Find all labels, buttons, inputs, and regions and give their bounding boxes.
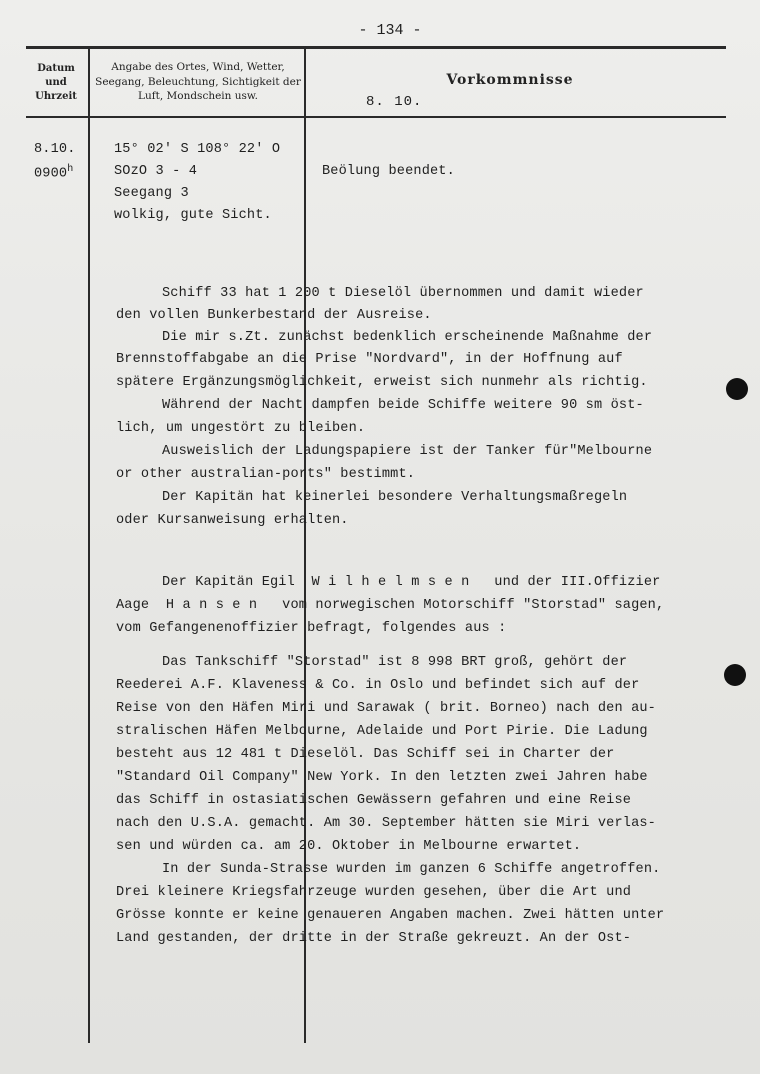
body-line: In der Sunda-Strasse wurden im ganzen 6 Schiffe angetroffen. [162,862,661,877]
body-line: Drei kleinere Kriegsfahrzeuge wurden gesehen, über die Art und [116,885,632,900]
entry-time-value: 0900 [34,166,68,182]
body-line: Aage H a n s e n vom norwegischen Motorschiff "Storstad" sagen, [116,598,665,613]
body-line: "Standard Oil Company" New York. In den letzten zwei Jahren habe [116,770,648,785]
body-line: Schiff 33 hat 1 200 t Dieselöl übernommen und damit wieder [162,286,644,301]
entry-wind: SOzO 3 - 4 [114,164,198,179]
header-events: Vorkommnisse [446,72,574,88]
body-line: nach den U.S.A. gemacht. Am 30. September hätten sie Miri verlas- [116,816,656,831]
body-line: or other australian-ports" bestimmt. [116,467,416,482]
body-line: Die mir s.Zt. zunächst bedenklich erscheinende Maßnahme der [162,330,653,345]
body-line: sen und würden ca. am 20. Oktober in Melbourne erwartet. [116,839,582,854]
body-line: spätere Ergänzungsmöglichkeit, erweist sich nunmehr als richtig. [116,375,648,390]
entry-time [34,164,73,182]
body-line: lich, um ungestört zu bleiben. [116,421,366,436]
body-line: Ausweislich der Ladungspapiere ist der Tanker für"Melbourne [162,444,653,459]
entry-position: 15° 02' S 108° 22' O [114,142,281,157]
body-line: vom Gefangenenoffizier befragt, folgendes aus : [116,621,507,636]
entry-time-suffix: h [67,164,74,175]
body-line: Reise von den Häfen Miri und Sarawak ( brit. Borneo) nach den au- [116,701,656,716]
body-line: oder Kursanweisung erhalten. [116,513,349,528]
body-line: Der Kapitän Egil W i l h e l m s e n und der III.Offizier [162,575,661,590]
body-line: Reederei A.F. Klaveness & Co. in Oslo und befindet sich auf der [116,678,640,693]
body-line: den vollen Bunkerbestand der Ausreise. [116,308,432,323]
header-location-weather: Angabe des Ortes, Wind, Wetter, Seegang, Beleuchtung, Sichtigkeit der Luft, Mondschein usw. [95,61,301,102]
body-line: Das Tankschiff "Storstad" ist 8 998 BRT groß, gehört der [162,655,628,670]
body-line: Grösse konnte er keine genaueren Angaben machen. Zwei hätten unter [116,908,665,923]
header-date-time: Datum und Uhrzeit [35,63,77,102]
body-line: das Schiff in ostasiatischen Gewässern gefahren und eine Reise [116,793,632,808]
punch-hole [724,664,746,686]
header-date: 8. 10. [366,94,423,110]
body-line: Land gestanden, der dritte in der Straße gekreuzt. An der Ost- [116,931,632,946]
column-divider-1 [88,48,90,1043]
entry-sea-state: Seegang 3 [114,186,189,201]
body-line: Brennstoffabgabe an die Prise "Nordvard", in der Hoffnung auf [116,352,623,367]
body-line: besteht aus 12 481 t Dieselöl. Das Schiff sei in Charter der [116,747,615,762]
page-number: - 134 - [358,22,422,39]
header-top-rule [26,46,726,49]
entry-weather: wolkig, gute Sicht. [114,208,272,223]
punch-hole [726,378,748,400]
body-line: Während der Nacht dampfen beide Schiffe weitere 90 sm öst- [162,398,644,413]
entry-date: 8.10. [34,142,76,157]
body-line: stralischen Häfen Melbourne, Adelaide und Port Pirie. Die Ladung [116,724,648,739]
margin-pencil-mark [5,486,90,544]
entry-event: Beölung beendet. [322,164,455,179]
header-bottom-rule [26,116,726,118]
body-line: Der Kapitän hat keinerlei besondere Verhaltungsmaßregeln [162,490,628,505]
